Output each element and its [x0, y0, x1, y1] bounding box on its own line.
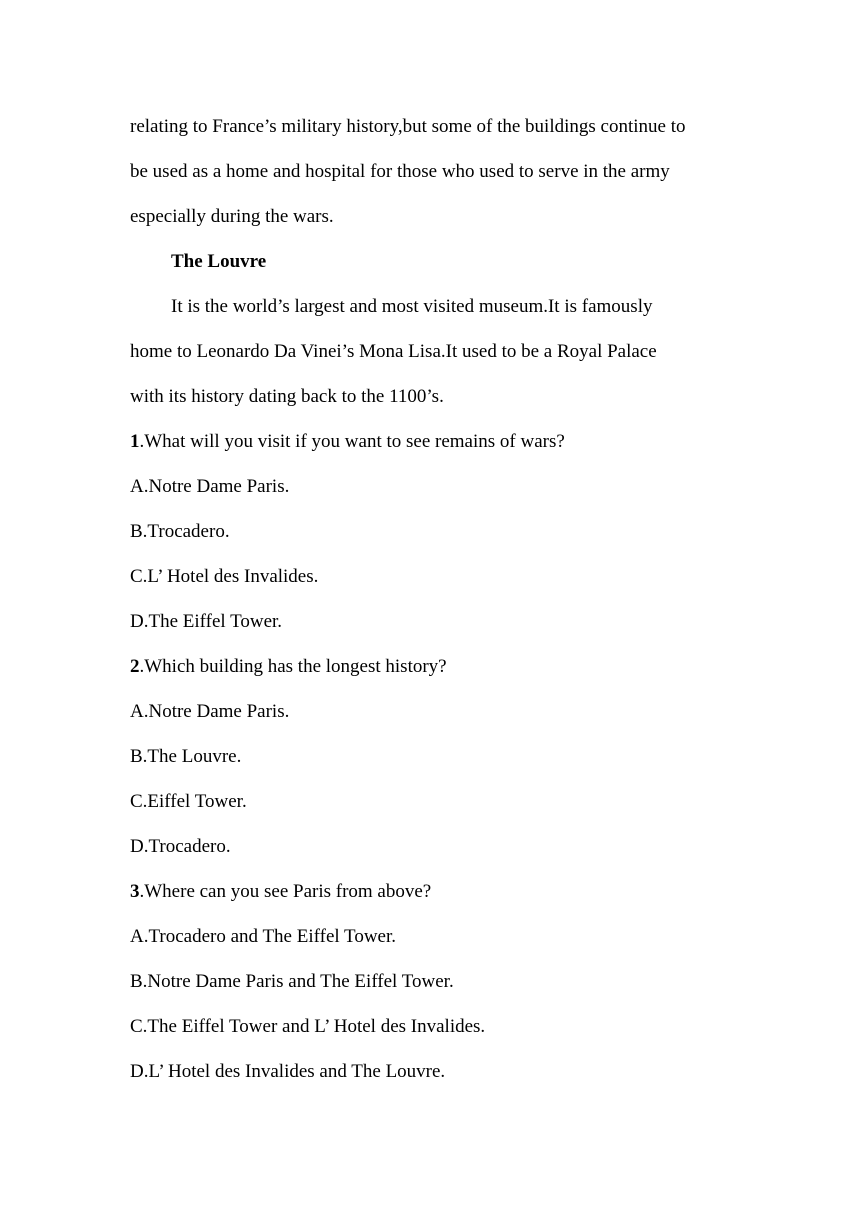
answer-option-d: D.Trocadero. — [130, 836, 231, 857]
answer-option-d: D.The Eiffel Tower. — [130, 611, 283, 632]
question-3 — [130, 869, 750, 914]
answer-option-b: B.Notre Dame Paris and The Eiffel Tower. — [130, 971, 454, 992]
question-1 — [130, 419, 750, 464]
answer-option-b: B.The Louvre. — [130, 746, 242, 767]
question-text: .Where can you see Paris from above? — [139, 881, 432, 902]
question-number: 3 — [130, 881, 140, 902]
section-heading: The Louvre — [171, 251, 267, 272]
passage-line: especially during the wars. — [130, 206, 334, 227]
question-text: .What will you visit if you want to see remains of wars? — [139, 431, 565, 452]
answer-option-d: D.L’ Hotel des Invalides and The Louvre. — [130, 1061, 446, 1082]
passage-line: with its history dating back to the 1100’s. — [130, 386, 444, 407]
answer-option-b: B.Trocadero. — [130, 521, 230, 542]
question-number: 1 — [130, 431, 140, 452]
answer-option-a: A.Notre Dame Paris. — [130, 701, 290, 722]
passage-line: It is the world’s largest and most visited museum.It is famously — [171, 296, 653, 317]
passage-line: be used as a home and hospital for those who used to serve in the army — [130, 161, 670, 182]
question-text: .Which building has the longest history? — [139, 656, 447, 677]
question-number: 2 — [130, 656, 140, 677]
answer-option-c: C.L’ Hotel des Invalides. — [130, 566, 319, 587]
passage-line: home to Leonardo Da Vinei’s Mona Lisa.It used to be a Royal Palace — [130, 341, 657, 362]
answer-option-a: A.Trocadero and The Eiffel Tower. — [130, 926, 397, 947]
passage-line: relating to France’s military history,but some of the buildings continue to — [130, 116, 686, 137]
answer-option-c: C.The Eiffel Tower and L’ Hotel des Invalides. — [130, 1016, 486, 1037]
answer-option-a: A.Notre Dame Paris. — [130, 476, 290, 497]
document-page — [130, 104, 750, 1094]
question-2 — [130, 644, 750, 689]
answer-option-c: C.Eiffel Tower. — [130, 791, 247, 812]
